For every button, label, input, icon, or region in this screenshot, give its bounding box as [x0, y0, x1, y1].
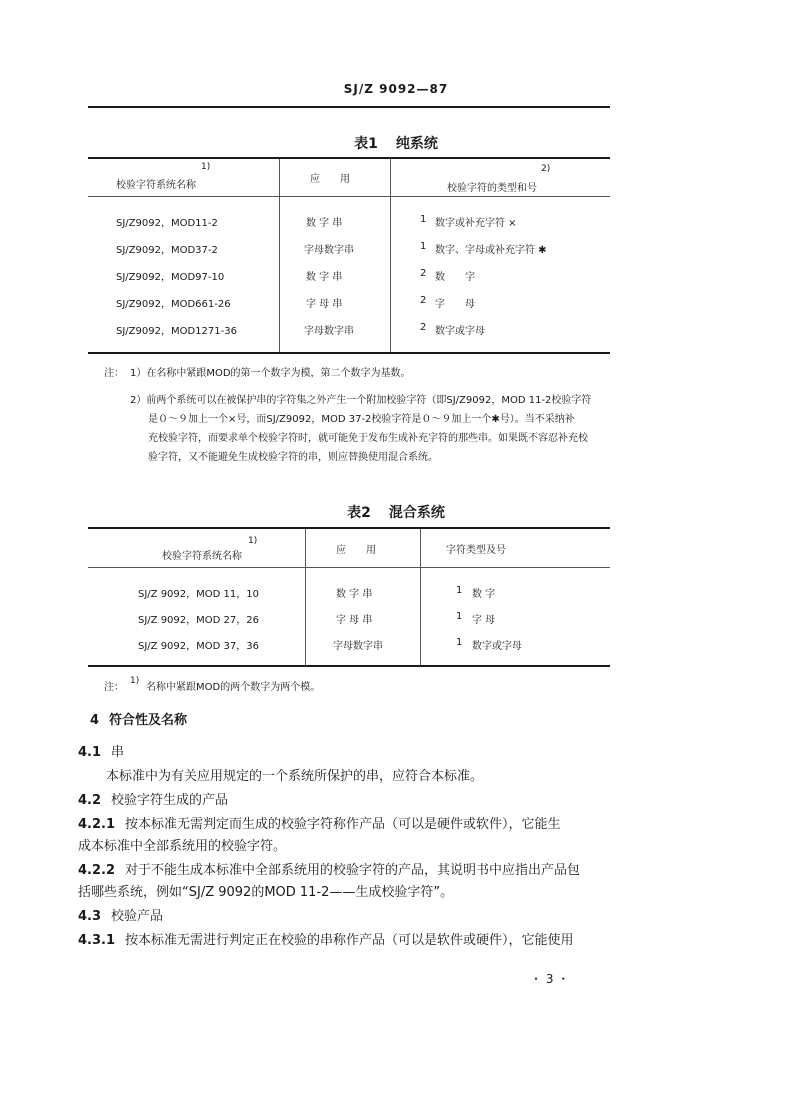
header-rule	[88, 106, 610, 108]
table2-caption	[0, 502, 792, 522]
table-row: 1	[420, 241, 427, 252]
table2-note-marker: 1)	[130, 676, 140, 686]
table2-header-name-note: 1)	[248, 536, 258, 546]
table-row: 数字或字母	[435, 326, 485, 337]
section-4-1-heading	[78, 742, 124, 764]
table1-header-name-note: 1)	[201, 162, 211, 172]
table2-note-text: 名称中紧跟MOD的两个数字为两个模。	[146, 682, 321, 693]
table-row: 数字或字母	[472, 641, 522, 652]
table-row: 数 字 串	[336, 589, 373, 600]
table1-note-2-line: 验字符，又不能避免生成校验字符的串，则应替换使用混合系统。	[148, 452, 438, 463]
section-4-2-heading	[78, 790, 228, 812]
section-4-3-1-line	[78, 930, 574, 952]
table1-divider-2	[390, 159, 391, 352]
table-row: 1	[456, 611, 463, 622]
page-number: ・ 3 ・	[530, 972, 570, 986]
section-4-3-heading	[78, 906, 163, 928]
section-4-2-2-line	[78, 860, 580, 882]
table-row: 数 字	[472, 589, 496, 600]
table1-header-name: 校验字符系统名称	[116, 180, 196, 191]
table-row: 字母数字串	[304, 326, 354, 337]
table1-header-type: 校验字符的类型和号	[447, 183, 537, 194]
section-4-3-title: 校验产品	[111, 909, 164, 924]
table1-caption	[0, 133, 792, 153]
table-row: SJ/Z9092，MOD11-2	[116, 218, 218, 229]
table-row: 字 母	[472, 615, 496, 626]
section-4-2-title: 校验字符生成的产品	[111, 793, 229, 808]
table2-number: 表2	[347, 505, 371, 521]
table-row: 数 字	[435, 272, 475, 283]
section-4-1-title: 串	[111, 745, 125, 760]
section-4-3-number: 4.3	[78, 909, 102, 924]
table2-header-name: 校验字符系统名称	[162, 551, 242, 562]
table1-divider-1	[279, 159, 280, 352]
table1-note-2-line: 充校验字符，而要求单个校验字符时，就可能免于发布生成补充字符的那些串。如果既不容忍补充校	[148, 433, 588, 444]
table-row: SJ/Z 9092，MOD 11，10	[138, 589, 259, 600]
table1-header-type-note: 2)	[541, 164, 551, 174]
table-row: SJ/Z 9092，MOD 27，26	[138, 615, 259, 626]
table1-note-2-line: 是０～９加上一个×号，而SJ/Z9092，MOD 37-2校验字符是０～９加上一个✱号）。当不采纳补	[148, 414, 575, 425]
section-4-2-1-line	[78, 814, 561, 836]
table2-header-use: 应 用	[336, 545, 376, 556]
section-4-2-2-text: 对于不能生成本标准中全部系统用的校验字符的产品，其说明书中应指出产品包	[125, 863, 581, 878]
table-row: SJ/Z9092，MOD97-10	[116, 272, 225, 283]
section-4-2-2-number: 4.2.2	[78, 863, 116, 878]
section-4-2-1-number: 4.2.1	[78, 817, 116, 832]
section-4-3-1-number: 4.3.1	[78, 933, 116, 948]
table1-note-2-line: 2）前两个系统可以在被保护串的字符集之外产生一个附加校验字符（即SJ/Z9092，MOD 11-2校验字符	[130, 395, 592, 406]
table-row: 1	[420, 214, 427, 225]
table-row: 2	[420, 268, 427, 279]
table2-header-type: 字符类型及号	[446, 545, 506, 556]
section-4-2-1-text: 按本标准无需判定而生成的校验字符称作产品（可以是硬件或软件），它能生	[125, 817, 561, 832]
section-4-number: 4	[90, 713, 100, 728]
table2-divider-2	[420, 529, 421, 665]
table1-header-use: 应 用	[310, 174, 350, 185]
table-row: 数字、字母或补充字符 ✱	[435, 245, 547, 256]
table-row: 数字或补充字符 ×	[435, 218, 517, 229]
table-row: 字母数字串	[304, 245, 354, 256]
table-row: 字 母 串	[306, 299, 343, 310]
table-row: 字 母	[435, 299, 475, 310]
section-4-2-number: 4.2	[78, 793, 102, 808]
table-row: 1	[456, 585, 463, 596]
section-4-1-text: 本标准中为有关应用规定的一个系统所保护的串，应符合本标准。	[106, 769, 484, 784]
section-4-heading	[90, 710, 187, 732]
table1-top-rule	[88, 157, 610, 159]
section-4-2-1-line: 成本标准中全部系统用的校验字符。	[78, 839, 287, 854]
table1-header-rule	[88, 196, 610, 197]
table2-header-rule	[88, 567, 610, 568]
table-row: SJ/Z9092，MOD37-2	[116, 245, 218, 256]
section-4-3-1-text: 按本标准无需进行判定正在校验的串称作产品（可以是软件或硬件），它能使用	[125, 933, 574, 948]
table2-title: 混合系统	[388, 505, 445, 521]
table1-title: 纯系统	[395, 136, 438, 152]
table2-note-label: 注：	[104, 682, 124, 693]
section-4-1-number: 4.1	[78, 745, 102, 760]
table-row: SJ/Z 9092，MOD 37，36	[138, 641, 259, 652]
table-row: 1	[456, 637, 463, 648]
table-row: 2	[420, 322, 427, 333]
table2-top-rule	[88, 527, 610, 529]
table1-note-label: 注：	[104, 368, 124, 379]
table-row: SJ/Z9092，MOD661-26	[116, 299, 231, 310]
table-row: 2	[420, 295, 427, 306]
standard-code-header: SJ/Z 9092—87	[343, 82, 449, 96]
table1-note-1: 1）在名称中紧跟MOD的第一个数字为模，第二个数字为基数。	[130, 368, 411, 379]
table2-divider-1	[305, 529, 306, 665]
table1-number: 表1	[354, 136, 378, 152]
section-4-title: 符合性及名称	[109, 713, 188, 728]
table-row: SJ/Z9092，MOD1271-36	[116, 326, 237, 337]
section-4-2-2-line: 括哪些系统，例如“SJ/Z 9092的MOD 11-2——生成校验字符”。	[78, 885, 454, 900]
table-row: 字母数字串	[333, 641, 383, 652]
table-row: 字 母 串	[336, 615, 373, 626]
table-row: 数 字 串	[306, 272, 343, 283]
table-row: 数 字 串	[306, 218, 343, 229]
table1-bottom-rule	[88, 352, 610, 354]
table2-bottom-rule	[88, 665, 610, 667]
